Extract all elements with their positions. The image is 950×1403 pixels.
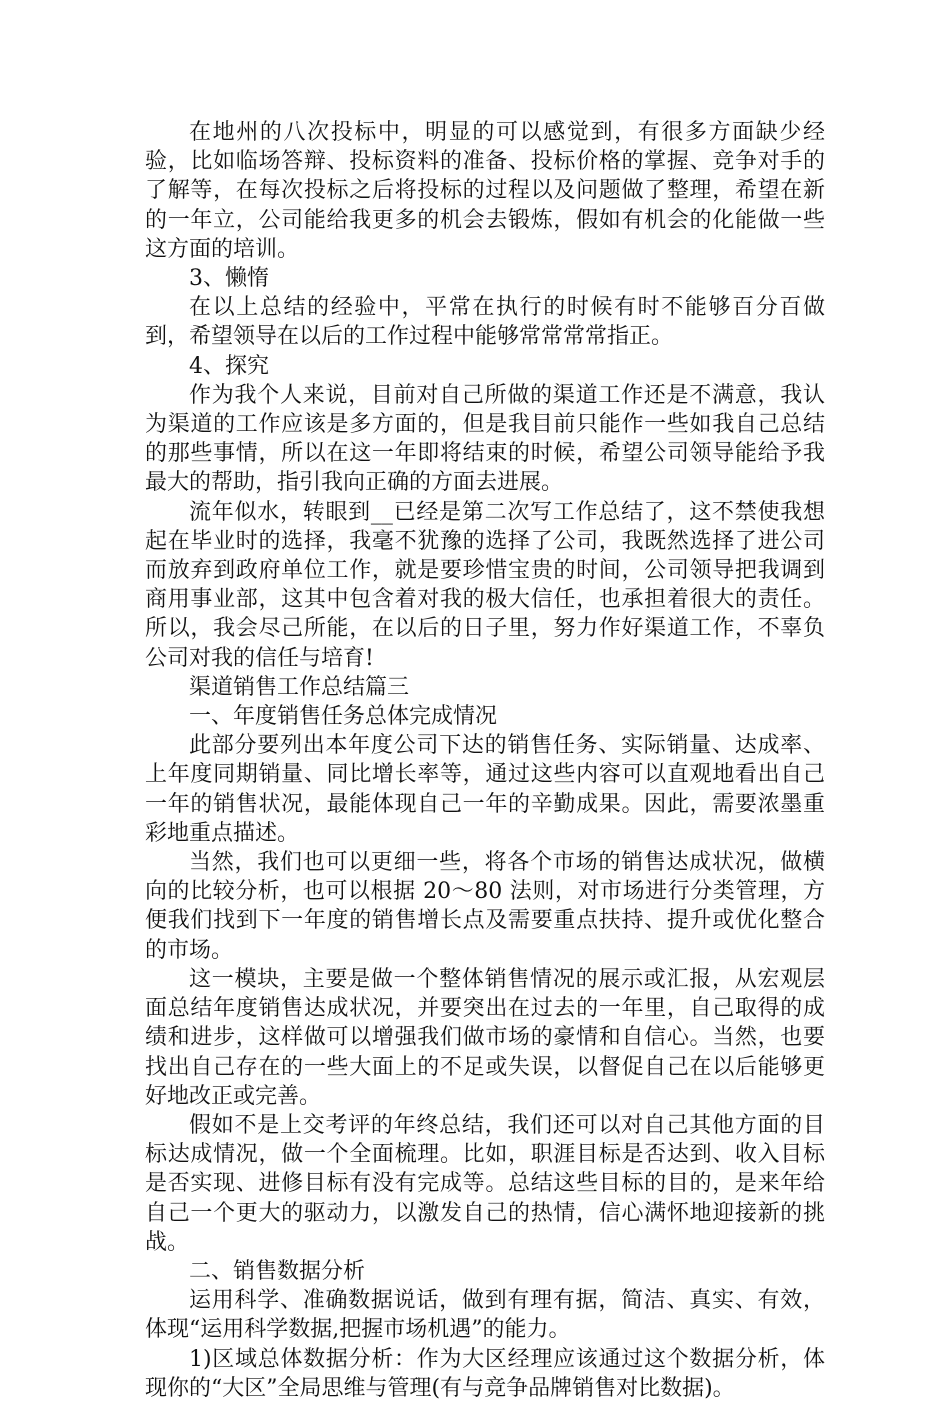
heading-annual-sales-task: 一、年度销售任务总体完成情况 [189, 704, 498, 730]
paragraph-market-analysis: 当然，我们也可以更细一些，将各个市场的销售达成状况，做横向的比较分析，也可以根据 20～80 法则，对市场进行分类管理，方便我们找到下一年度的销售增长点及需要重点扶持、提升或优化整合的市场。 [145, 850, 825, 963]
paragraph-exploration: 作为我个人来说，目前对自己所做的渠道工作还是不满意，我认为渠道的工作应该是多方面的，但是我目前只能作一些如我自己总结的那些事情，所以在这一年即将结束的时候，希望公司领导能给予我最大的帮助，指引我向正确的方面去进展。 [145, 382, 825, 496]
paragraph-regional-data: 1)区域总体数据分析：作为大区经理应该通过这个数据分析，体现你的“大区”全局思维与管理(有与竞争品牌销售对比数据)。 [145, 1346, 825, 1401]
paragraph-data-usage: 运用科学、准确数据说话，做到有理有据，简洁、真实、有效，体现“运用科学数据,把握市场机遇”的能力。 [145, 1288, 825, 1343]
paragraph-module-summary: 这一模块，主要是做一个整体销售情况的展示或汇报，从宏观层面总结年度销售达成状况，并要突出在过去的一年里，自己取得的成绩和进步，这样做可以增强我们做市场的豪情和自信心。当然，也要找出自己存在的一些大面上的不足或失误，以督促自己在以后能够更好地改正或完善。 [145, 966, 825, 1109]
heading-laziness: 3、懒惰 [189, 266, 269, 292]
heading-sales-data-analysis: 二、销售数据分析 [189, 1258, 366, 1284]
paragraph-sales-task-list: 此部分要列出本年度公司下达的销售任务、实际销量、达成率、上年度同期销量、同比增长率等，通过这些内容可以直观地看出自己一年的销售状况，最能体现自己一年的辛勤成果。因此，需要浓墨重彩地重点描述。 [145, 733, 825, 846]
paragraph-reflection: 流年似水，转眼到__已经是第二次写工作总结了，这不禁使我想起在毕业时的选择，我毫不犹豫的选择了公司，我既然选择了进公司而放弃到政府单位工作，就是要珍惜宝贵的时间，公司领导把我调到商用事业部，这其中包含着对我的极大信任，也承担着很大的责任。所以，我会尽己所能，在以后的日子里，努力作好渠道工作，不辜负公司对我的信任与培育! [145, 499, 825, 671]
paragraph-other-goals: 假如不是上交考评的年终总结，我们还可以对自己其他方面的目标达成情况，做一个全面梳理。比如，职涯目标是否达到、收入目标是否实现、进修目标有没有完成等。总结这些目标的目的，是来年给自己一个更大的驱动力，以激发自己的热情，信心满怀地迎接新的挑战。 [145, 1112, 825, 1255]
paragraph-laziness: 在以上总结的经验中，平常在执行的时候有时不能够百分百做到，希望领导在以后的工作过程中能够常常常常指正。 [145, 295, 825, 350]
document-body [145, 118, 825, 1403]
paragraph-bidding-experience: 在地州的八次投标中，明显的可以感觉到，有很多方面缺少经验，比如临场答辩、投标资料的准备、投标价格的掌握、竞争对手的了解等，在每次投标之后将投标的过程以及问题做了整理，希望在新的一年立，公司能给我更多的机会去锻炼，假如有机会的化能做一些这方面的培训。 [145, 120, 825, 262]
heading-exploration: 4、探究 [189, 353, 269, 379]
section-title-part-three: 渠道销售工作总结篇三 [189, 674, 410, 700]
